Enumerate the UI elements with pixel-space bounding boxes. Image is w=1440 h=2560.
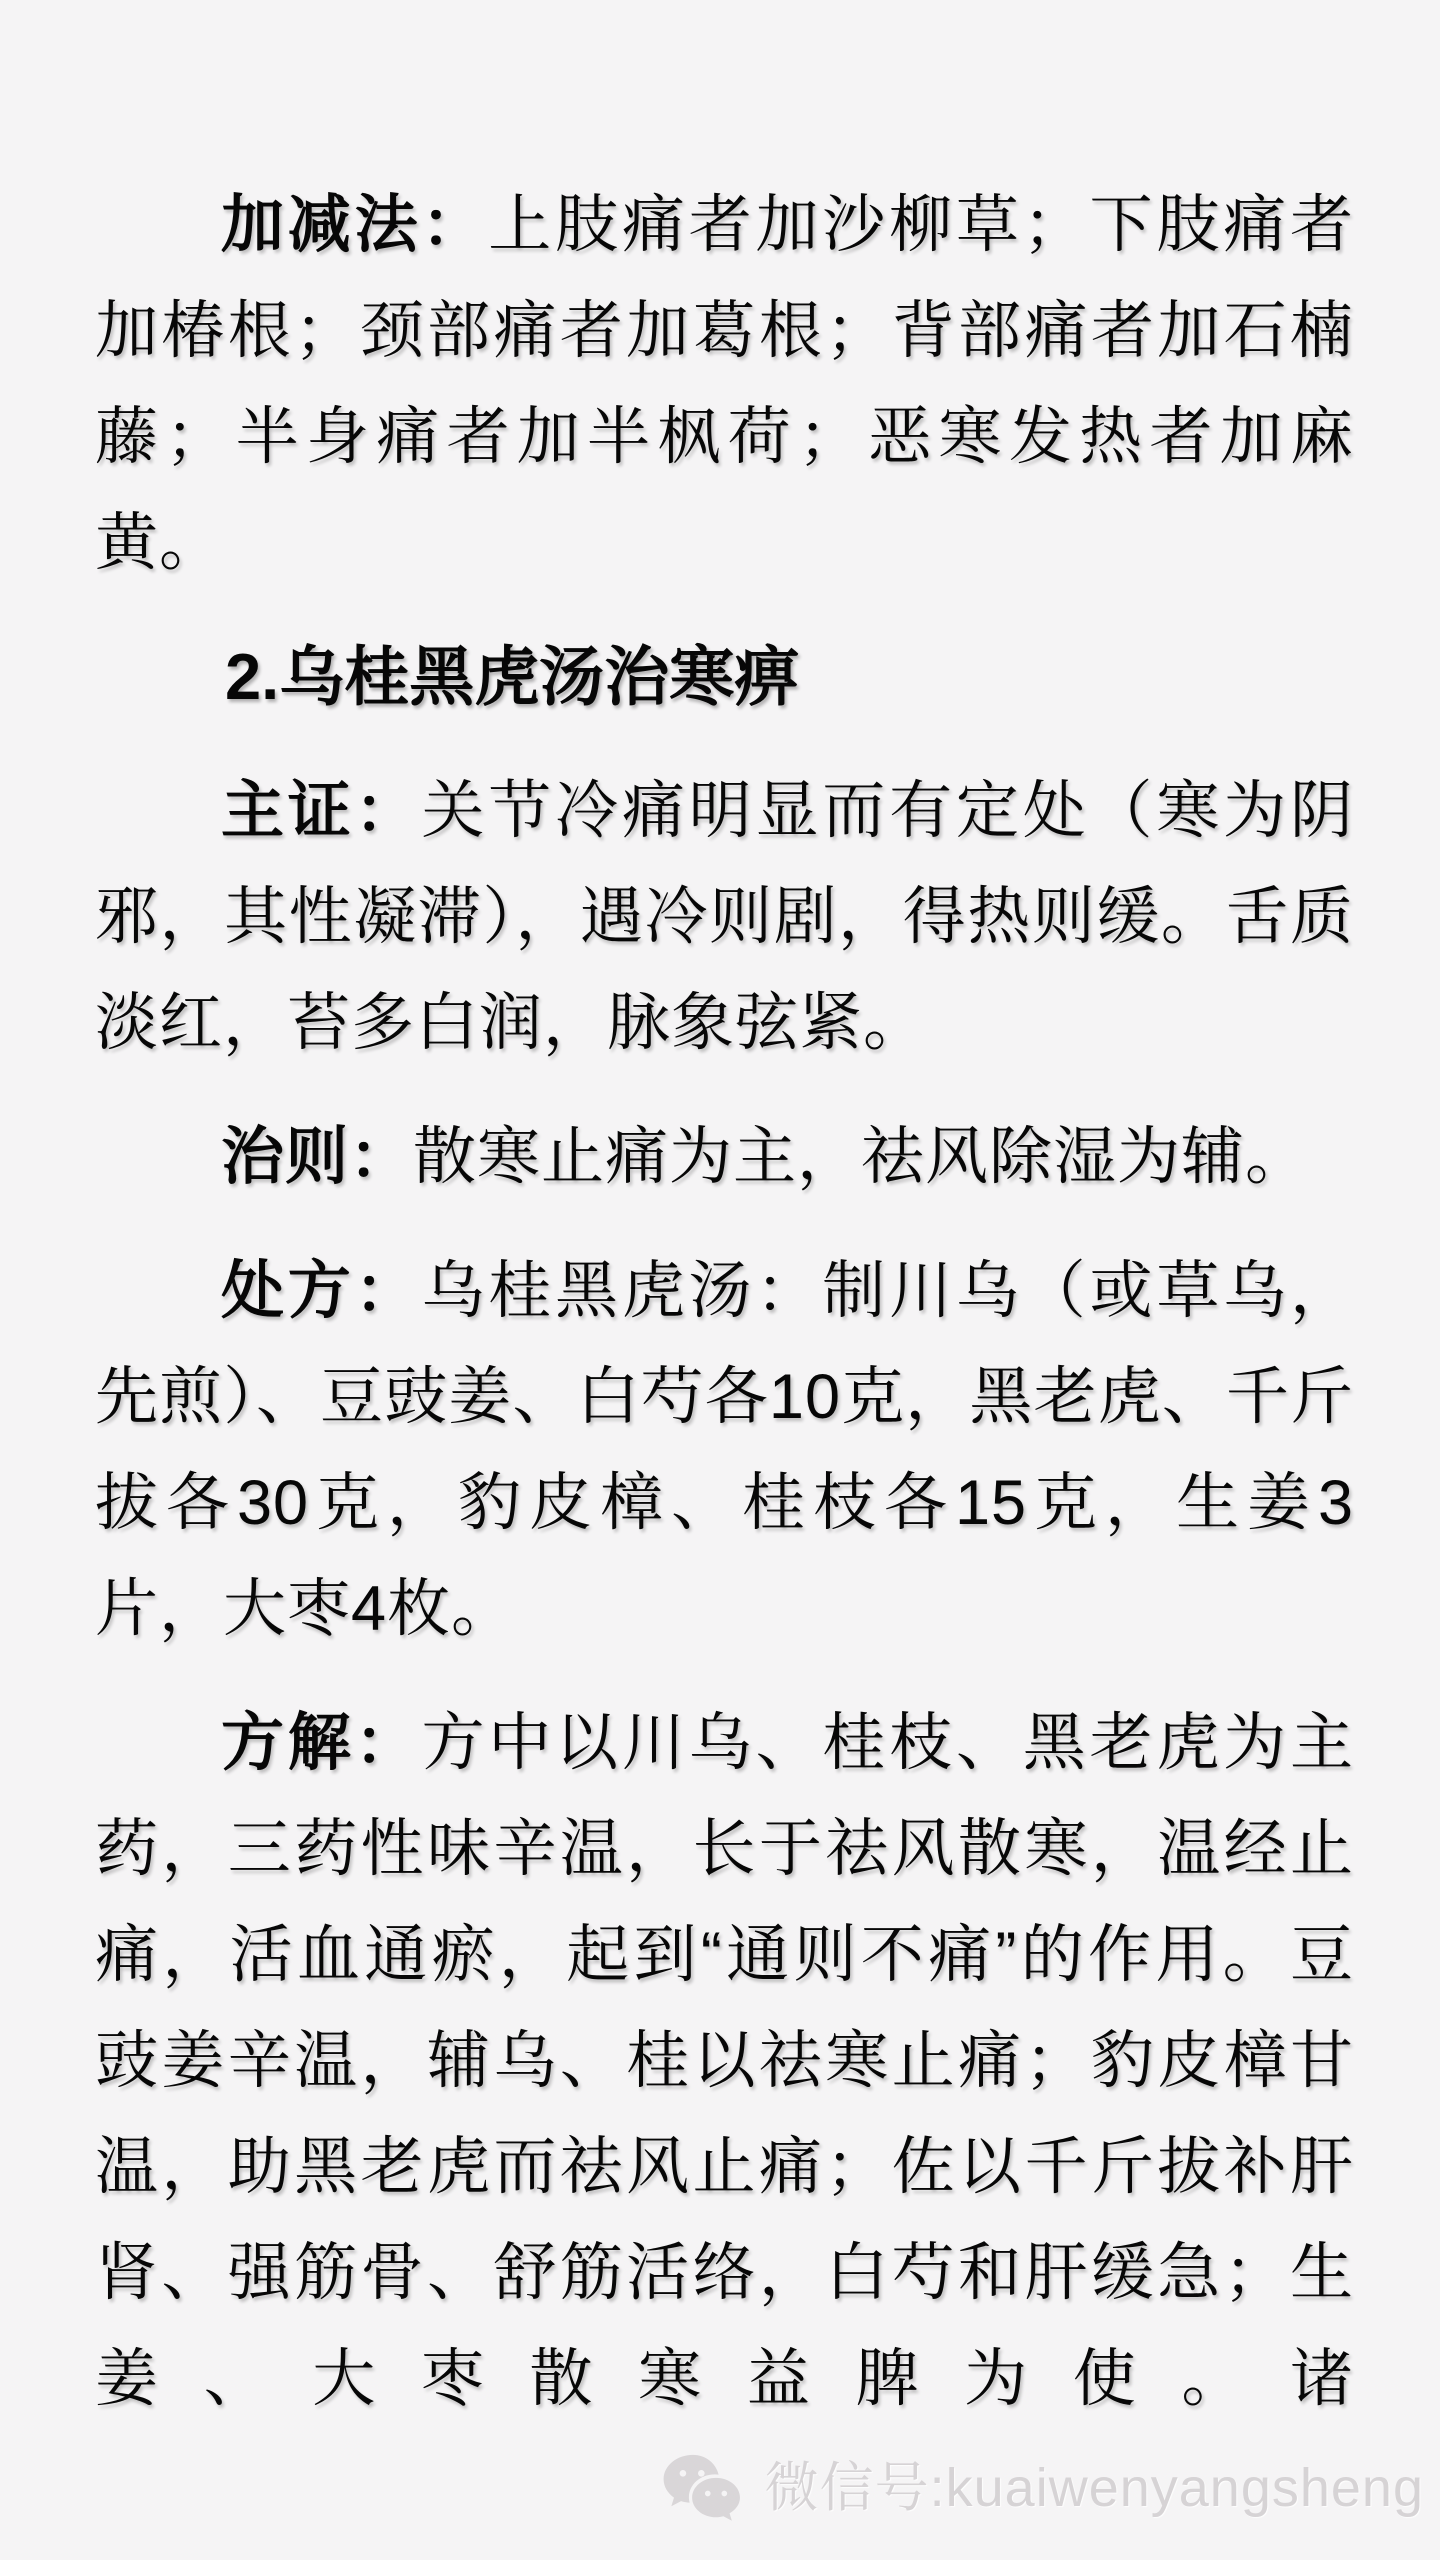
paragraph-fangjie bbox=[95, 1690, 1354, 2432]
paragraph-chufang bbox=[95, 1238, 1354, 1662]
paragraph-label: 方解： bbox=[221, 1708, 422, 1778]
paragraph-text: 关节冷痛明显而有定处（寒为阴邪，其性凝滞），遇冷则剧，得热则缓。舌质淡红，苔多白润，脉象弦紧。 bbox=[95, 776, 1354, 1058]
paragraph-text: 乌桂黑虎汤：制川乌（或草乌，先煎）、豆豉姜、白芍各10克，黑老虎、千斤拔各30克，豹皮樟、桂枝各15克，生姜3片，大枣4枚。 bbox=[95, 1256, 1354, 1644]
paragraph-label: 治则： bbox=[221, 1122, 413, 1192]
paragraph-text: 散寒止痛为主，祛风除湿为辅。 bbox=[413, 1122, 1309, 1192]
watermark-text: 微信号:kuaiwenyangsheng bbox=[764, 2458, 1424, 2518]
section-heading: 2.乌桂黑虎汤治寒痹 bbox=[225, 640, 800, 713]
paragraph-label: 处方： bbox=[221, 1256, 422, 1326]
paragraph-text: 上肢痛者加沙柳草；下肢痛者加椿根；颈部痛者加葛根；背部痛者加石楠藤；半身痛者加半枫荷；恶寒发热者加麻黄。 bbox=[95, 190, 1354, 578]
wechat-icon bbox=[659, 2442, 751, 2534]
paragraph-label: 加减法： bbox=[221, 190, 489, 260]
paragraph-label: 主证： bbox=[221, 776, 422, 846]
watermark bbox=[659, 2442, 1424, 2534]
paragraph-text: 方中以川乌、桂枝、黑老虎为主药，三药性味辛温，长于祛风散寒，温经止痛，活血通瘀，起到“通则不痛”的作用。豆豉姜辛温，辅乌、桂以祛寒止痛；豹皮樟甘温，助黑老虎而祛风止痛；佐以千斤拔补肝肾、强筋骨、舒筋活络，白芍和肝缓急；生姜、大枣散寒益脾为使。诸 bbox=[95, 1708, 1354, 2414]
paragraph-zhize bbox=[95, 1104, 1354, 1210]
paragraph-jiajianfa bbox=[95, 172, 1354, 596]
paragraph-zhuzheng bbox=[95, 758, 1354, 1076]
